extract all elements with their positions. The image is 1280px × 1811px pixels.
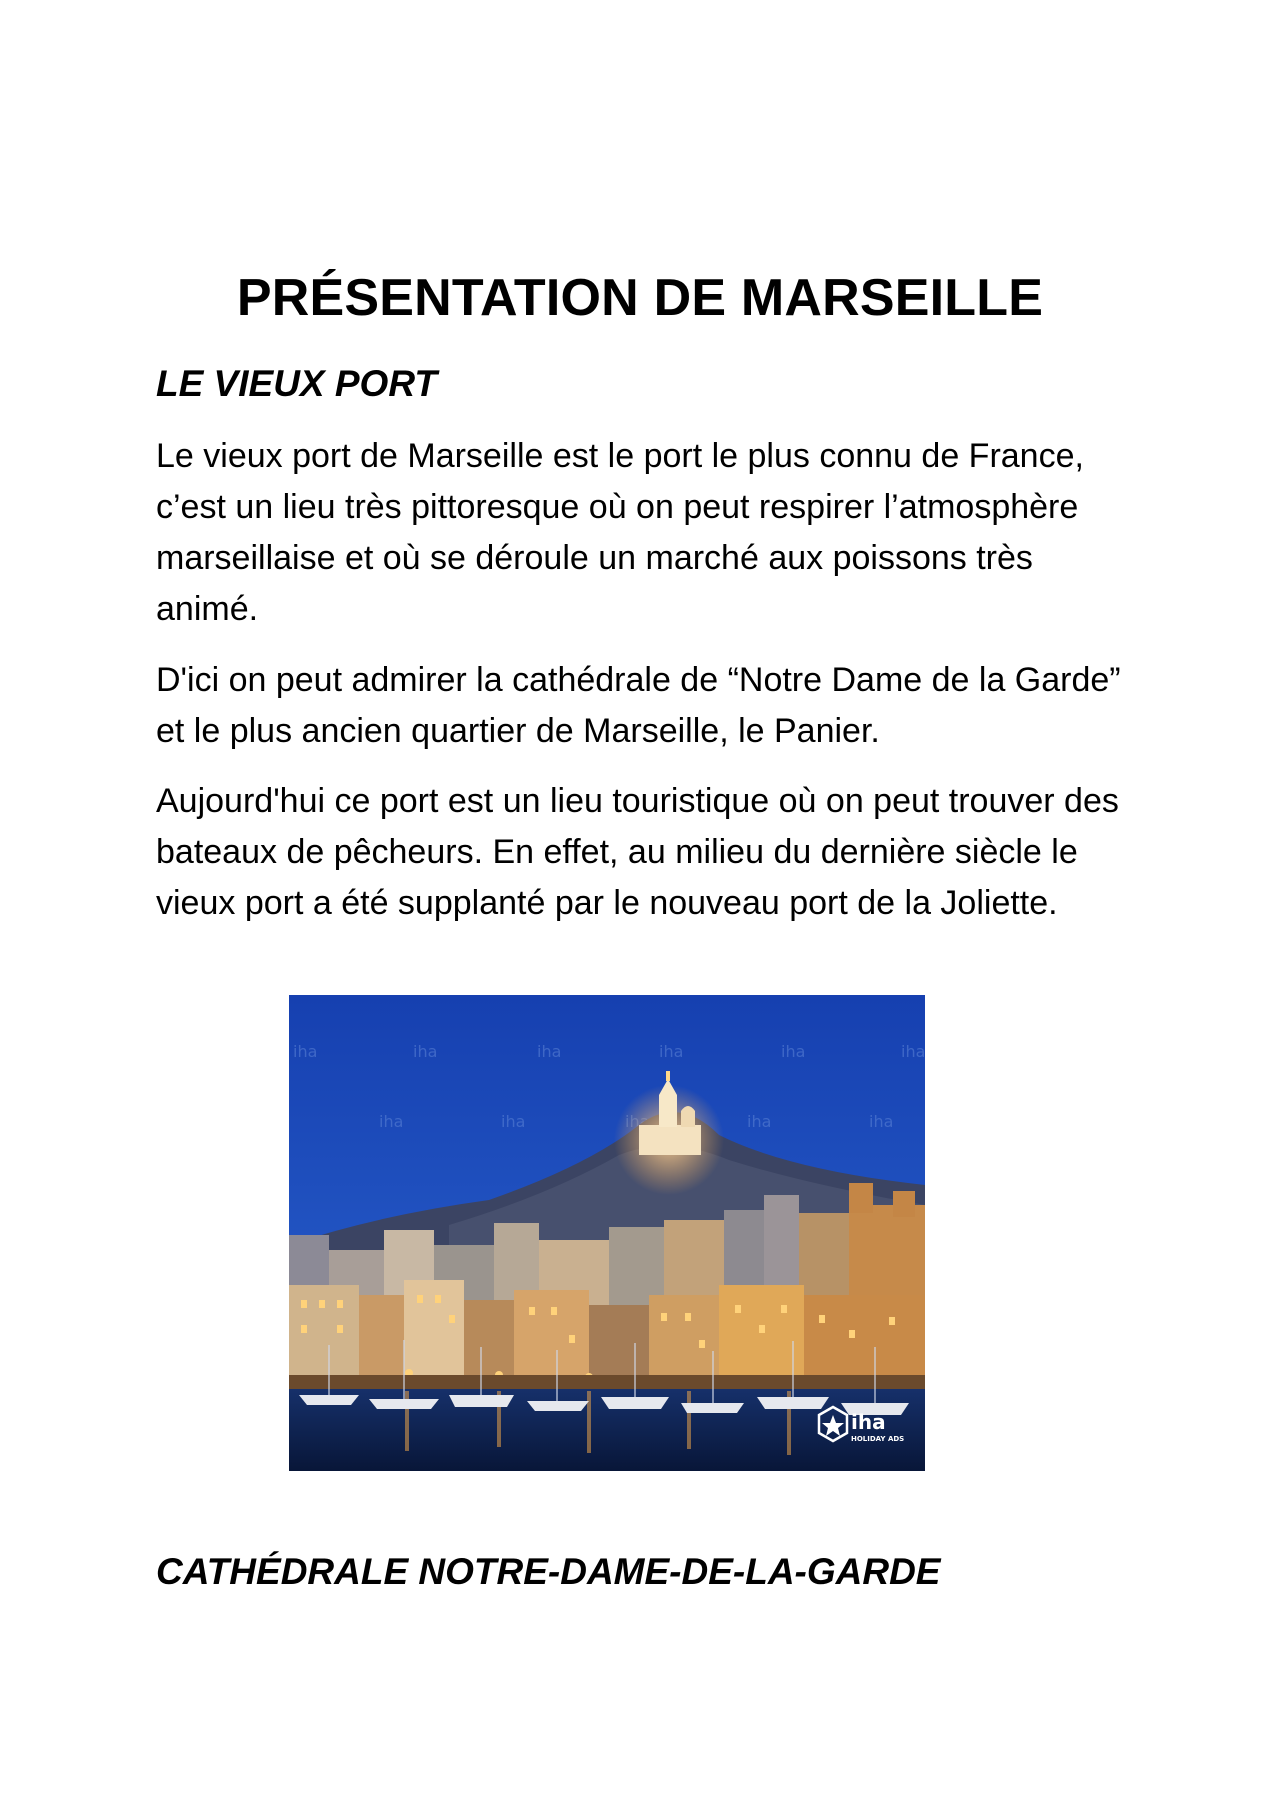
section-heading-vieux-port: LE VIEUX PORT: [156, 363, 437, 404]
logo-subtitle: HOLIDAY ADS: [851, 1435, 905, 1443]
watermark-text: iha: [659, 1042, 684, 1061]
paragraph-vieux-port-1: Le vieux port de Marseille est le port le plus connu de France, c’est un lieu très pittoresque où on peut respirer l’atmosphère marseillaise et où se déroule un marché aux poissons très animé.: [156, 437, 1084, 628]
vieux-port-illustration: [289, 995, 925, 1471]
watermark-text: iha: [293, 1042, 318, 1061]
watermark-text: iha: [747, 1112, 772, 1131]
vieux-port-night-photo: [289, 995, 925, 1471]
logo-brand: iha: [851, 1410, 886, 1434]
watermark-text: iha: [413, 1042, 438, 1061]
watermark-text: iha: [901, 1042, 925, 1061]
watermark-text: iha: [869, 1112, 894, 1131]
watermark-text: iha: [537, 1042, 562, 1061]
section-heading-cathedrale: CATHÉDRALE NOTRE-DAME-DE-LA-GARDE: [156, 1551, 941, 1592]
paragraph-vieux-port-3: Aujourd'hui ce port est un lieu touristique où on peut trouver des bateaux de pêcheurs. En effet, au milieu du dernière siècle le vieux port a été supplanté par le nouveau port de la Joliette.: [156, 782, 1119, 922]
watermark-text: iha: [501, 1112, 526, 1131]
watermark-text: iha: [781, 1042, 806, 1061]
watermark-text: iha: [379, 1112, 404, 1131]
quay: [289, 1375, 925, 1389]
paragraph-vieux-port-2: D'ici on peut admirer la cathédrale de “Notre Dame de la Garde” et le plus ancien quartier de Marseille, le Panier.: [156, 661, 1121, 750]
page-title: PRÉSENTATION DE MARSEILLE: [236, 269, 1044, 327]
